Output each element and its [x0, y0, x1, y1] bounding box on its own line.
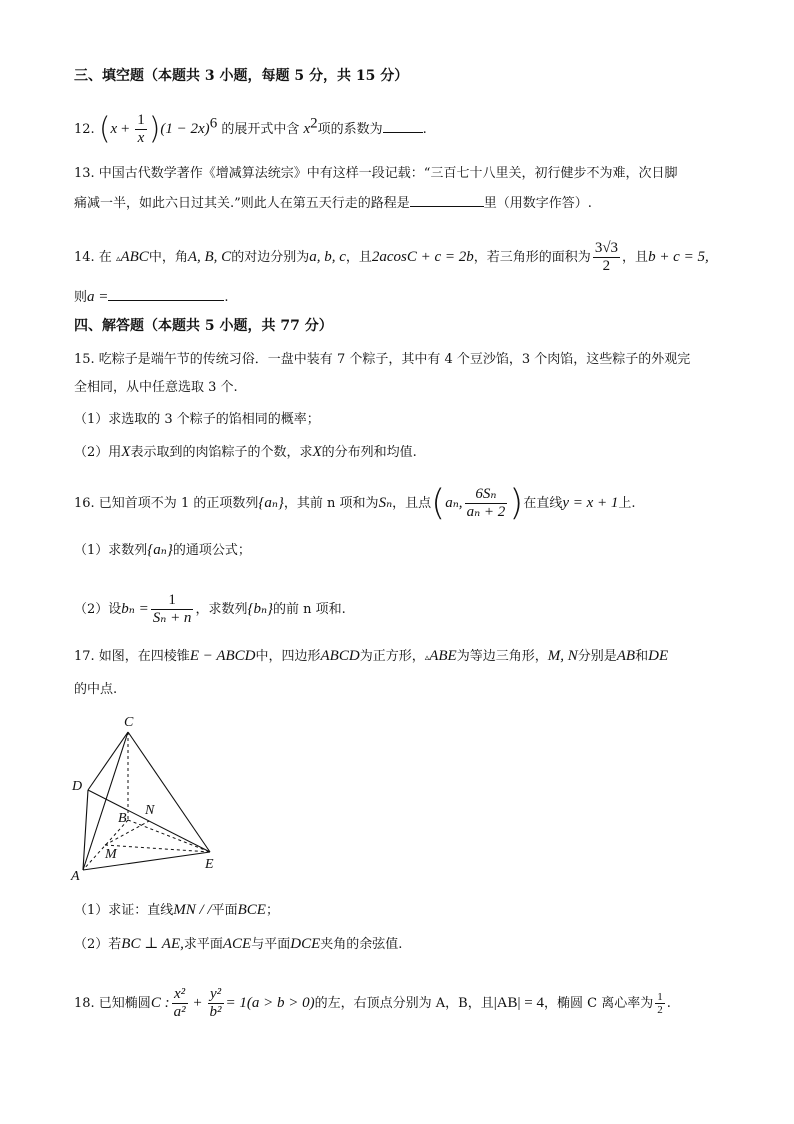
question-14: 14. 在 ▵ABC中，角A, B, C的对边分别为a, b, c，且2acosC + c = 2b，若三角形的面积为 $\frac{3√3}{2}$ ，且b + c = 5,: [74, 240, 709, 274]
q12-answer-blank: [383, 118, 423, 133]
question-12: 12. (x + $\frac{1}{x}$ )$(1 - 2x)^6$ 的展开式中含 $x^2$项的系数为 .: [74, 111, 427, 147]
label-B: B: [118, 811, 127, 826]
q16-bn-fraction: $\frac{1}{\text{Sₙ + n}}$: [152, 592, 192, 626]
question-15-line-2: 全相同，从中任意选取 3 个.: [74, 380, 238, 395]
question-13-line-2: 痛减一半，如此六日过其关.”则此人在第五天行走的路程是 里（用数字作答）.: [74, 192, 592, 214]
question-15-part-2: （2）用X表示取到的肉馅粽子的个数，求X的分布列和均值.: [74, 444, 417, 460]
question-15-line-1: 15. 吃粽子是端午节的传统习俗．一盘中装有 7 个粽子，其中有 4 个豆沙馅，3 个肉馅，这些粽子的外观完: [74, 352, 691, 367]
question-13-line-1: 13. 中国古代数学著作《增减算法统宗》中有这样一段记载：“三百七十八里关，初行健步不为难，次日脚: [74, 166, 678, 181]
q12-fraction: $\frac{1}{x}$: [137, 112, 145, 146]
label-C: C: [124, 715, 134, 730]
question-16-part-2: （2）设bₙ = $\frac{1}{\text{Sₙ + n}}$ ，求数列{bₙ}的前 n 项和.: [74, 592, 346, 626]
question-16-part-1: （1）求数列{aₙ}的通项公式；: [74, 542, 251, 558]
label-A: A: [71, 869, 80, 882]
q18-eccentricity-fraction: $\frac{1}{2}$: [657, 991, 663, 1016]
question-16: 16. 已知首项不为 1 的正项数列{aₙ}，其前 n 项和为Sₙ，且点(aₙ, $\frac{\text{6Sₙ}}{\text{aₙ + 2}}$ )在直线y = x + 1上.: [74, 482, 636, 524]
label-N: N: [145, 803, 155, 818]
question-17-part-1: （1）求证：直线MN / /平面BCE；: [74, 902, 279, 918]
edge-CE: [128, 732, 210, 852]
question-18: 18. 已知椭圆C : $\frac{\text{x²}}{\text{a²}}$ + $\frac{\text{y²}}{\text{b²}}$ = 1(a > b > 0)的左，右顶点分别为 A，B，且|AB| = 4，椭圆 C 离心率为 $\frac{1}{2}$ .: [74, 986, 671, 1020]
question-17-line-2: 的中点.: [74, 682, 118, 697]
q12-binomial: (1 − 2x): [160, 121, 210, 137]
section-3-heading: 三、填空题（本题共 3 小题，每题 5 分，共 15 分）: [74, 68, 409, 84]
edge-BE: [128, 820, 210, 852]
question-15-part-1: （1）求选取的 3 个粽子的馅相同的概率；: [74, 412, 320, 427]
question-14-line-2: 则a = .: [74, 286, 229, 308]
edge-CD: [88, 732, 128, 790]
segment-MN: [105, 821, 149, 845]
label-E: E: [205, 857, 214, 872]
q14-area-fraction: $\frac{3√3}{2}$: [594, 240, 619, 274]
q14-answer-blank: [108, 286, 224, 301]
edge-AE: [83, 852, 210, 870]
label-M: M: [105, 847, 117, 862]
q13-answer-blank: [410, 192, 484, 207]
q18-x-fraction: $\frac{\text{x²}}{\text{a²}}$: [173, 986, 186, 1020]
section-4-heading: 四、解答题（本题共 5 小题，共 77 分）: [74, 318, 333, 334]
q18-y-fraction: $\frac{\text{y²}}{\text{b²}}$: [209, 986, 222, 1020]
q16-point-fraction: $\frac{\text{6Sₙ}}{\text{aₙ + 2}}$: [466, 486, 506, 520]
pyramid-figure: [68, 712, 228, 882]
question-17-part-2: （2）若BC ⊥ AE,求平面ACE与平面DCE夹角的余弦值.: [74, 936, 403, 952]
label-D: D: [72, 779, 83, 794]
q12-number: 12.: [74, 122, 95, 137]
segment-ME: [105, 845, 210, 852]
question-17: 17. 如图，在四棱锥E − ABCD中，四边形ABCD为正方形，▵ABE为等边三角形，M, N分别是AB和DE: [74, 648, 669, 664]
